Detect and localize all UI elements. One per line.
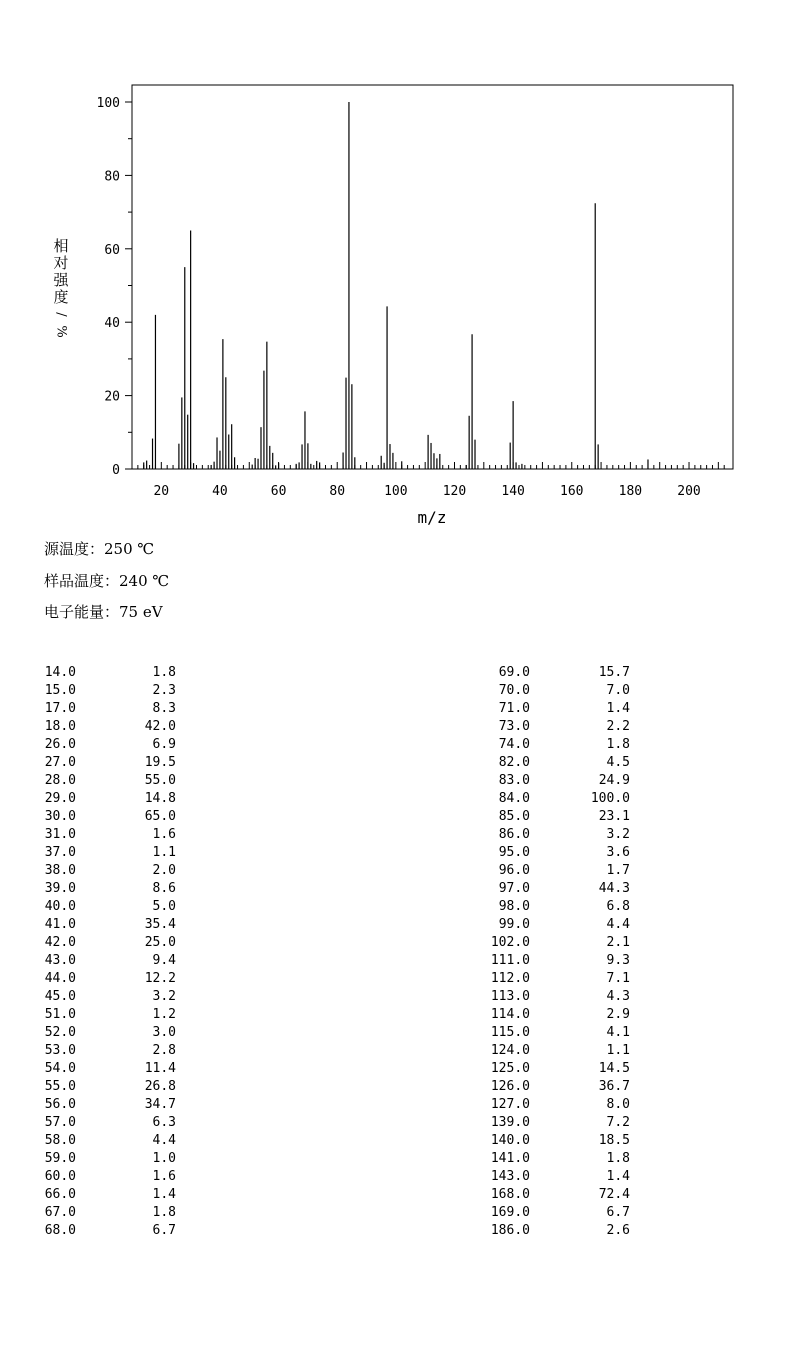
x-tick-label: 100: [384, 484, 408, 499]
table-row: [36, 700, 236, 718]
x-tick-label: 140: [501, 484, 525, 499]
intensity-value: 24.9: [598, 773, 630, 788]
mz-value: 112.0: [490, 971, 530, 986]
mz-value: 57.0: [44, 1115, 76, 1130]
table-row: [36, 970, 236, 988]
source-temperature: 源温度：250 ℃: [44, 540, 155, 558]
intensity-value: 1.4: [606, 701, 630, 716]
mz-value: 53.0: [44, 1043, 76, 1058]
intensity-value: 2.8: [152, 1043, 176, 1058]
mz-value: 45.0: [44, 989, 76, 1004]
mz-value: 74.0: [498, 737, 530, 752]
y-tick-label: 60: [104, 242, 120, 258]
table-row: [36, 1150, 236, 1168]
y-axis-label-char: 度: [53, 288, 69, 306]
intensity-value: 6.7: [152, 1223, 176, 1238]
mz-value: 169.0: [490, 1205, 530, 1220]
y-tick-label: 40: [104, 316, 120, 332]
table-row: [36, 898, 236, 916]
intensity-value: 6.8: [606, 899, 630, 914]
mz-value: 140.0: [490, 1133, 530, 1148]
intensity-value: 4.1: [606, 1025, 630, 1040]
table-row: [36, 916, 236, 934]
intensity-value: 15.7: [598, 665, 630, 680]
intensity-value: 1.4: [152, 1187, 176, 1202]
y-axis-label: [52, 238, 70, 340]
mz-value: 15.0: [44, 683, 76, 698]
intensity-value: 7.1: [606, 971, 630, 986]
intensity-value: 23.1: [598, 809, 630, 824]
intensity-value: 8.3: [152, 701, 176, 716]
mz-value: 14.0: [44, 665, 76, 680]
intensity-value: 65.0: [144, 809, 176, 824]
intensity-value: 9.3: [606, 953, 630, 968]
mz-value: 38.0: [44, 863, 76, 878]
mz-value: 73.0: [498, 719, 530, 734]
table-row: [36, 790, 236, 808]
intensity-value: 35.4: [144, 917, 176, 932]
intensity-value: 2.0: [152, 863, 176, 878]
intensity-value: 14.5: [598, 1061, 630, 1076]
table-row: [490, 1150, 690, 1168]
intensity-value: 6.3: [152, 1115, 176, 1130]
mz-value: 127.0: [490, 1097, 530, 1112]
table-row: [490, 772, 690, 790]
peak-bars: [144, 102, 648, 469]
table-row: [490, 1096, 690, 1114]
intensity-value: 12.2: [144, 971, 176, 986]
table-row: [490, 736, 690, 754]
table-row: [36, 952, 236, 970]
table-row: [36, 736, 236, 754]
mz-value: 40.0: [44, 899, 76, 914]
intensity-value: 26.8: [144, 1079, 176, 1094]
x-axis-label: m/z: [417, 508, 447, 527]
mz-value: 54.0: [44, 1061, 76, 1076]
table-row: [490, 1060, 690, 1078]
table-row: [36, 1042, 236, 1060]
table-row: [36, 718, 236, 736]
table-row: [490, 1186, 690, 1204]
y-axis-label-char: %: [53, 325, 69, 338]
intensity-value: 2.3: [152, 683, 176, 698]
table-row: [36, 1222, 236, 1240]
intensity-value: 42.0: [144, 719, 176, 734]
table-row: [36, 1006, 236, 1024]
mz-value: 69.0: [498, 665, 530, 680]
x-tick-label: 120: [442, 484, 467, 499]
mz-value: 28.0: [44, 773, 76, 788]
mz-value: 125.0: [490, 1061, 530, 1076]
mz-value: 66.0: [44, 1187, 76, 1202]
x-tick-label: 80: [329, 484, 346, 499]
table-row: [36, 664, 236, 682]
mz-value: 71.0: [498, 701, 530, 716]
table-row: [36, 1186, 236, 1204]
table-row: [490, 862, 690, 880]
table-row: [490, 1024, 690, 1042]
sample-temperature: 样品温度：240 ℃: [44, 572, 170, 590]
mz-value: 95.0: [498, 845, 530, 860]
table-row: [490, 682, 690, 700]
intensity-value: 1.8: [152, 1205, 176, 1220]
mz-value: 168.0: [490, 1187, 530, 1202]
mz-value: 67.0: [44, 1205, 76, 1220]
table-row: [490, 1168, 690, 1186]
table-row: [490, 790, 690, 808]
mz-value: 27.0: [44, 755, 76, 770]
mz-value: 102.0: [490, 935, 530, 950]
intensity-value: 5.0: [152, 899, 176, 914]
table-row: [490, 1078, 690, 1096]
mz-value: 37.0: [44, 845, 76, 860]
mz-value: 55.0: [44, 1079, 76, 1094]
mz-value: 83.0: [498, 773, 530, 788]
mz-value: 59.0: [44, 1151, 76, 1166]
table-row: [490, 1132, 690, 1150]
x-tick-label: 40: [212, 484, 228, 499]
intensity-value: 8.0: [606, 1097, 630, 1112]
mz-value: 68.0: [44, 1223, 76, 1238]
table-row: [490, 952, 690, 970]
table-row: [36, 826, 236, 844]
x-tick-label: 20: [153, 484, 170, 499]
table-row: [36, 844, 236, 862]
intensity-value: 18.5: [598, 1133, 630, 1148]
y-axis-label-char: 对: [53, 254, 69, 272]
intensity-value: 2.9: [606, 1007, 630, 1022]
mz-value: 96.0: [498, 863, 530, 878]
table-row: [490, 916, 690, 934]
mz-value: 70.0: [498, 683, 530, 698]
intensity-value: 1.8: [606, 737, 630, 752]
mass-spectrum-chart: [0, 0, 794, 540]
intensity-value: 25.0: [144, 935, 176, 950]
table-row: [490, 1006, 690, 1024]
intensity-value: 4.5: [606, 755, 630, 770]
table-row: [36, 934, 236, 952]
intensity-value: 1.7: [606, 863, 630, 878]
intensity-value: 1.8: [606, 1151, 630, 1166]
table-row: [490, 1204, 690, 1222]
table-row: [36, 1024, 236, 1042]
mz-value: 111.0: [490, 953, 530, 968]
intensity-value: 44.3: [598, 881, 630, 896]
y-axis-label-char: 相: [53, 237, 69, 255]
intensity-value: 1.8: [152, 665, 176, 680]
mz-value: 143.0: [490, 1169, 530, 1184]
y-axis-ticks: [97, 96, 132, 478]
y-tick-label: 80: [104, 169, 120, 185]
table-row: [36, 1078, 236, 1096]
mz-value: 86.0: [498, 827, 530, 842]
y-tick-label: 0: [112, 463, 120, 478]
mz-value: 186.0: [490, 1223, 530, 1238]
mz-value: 82.0: [498, 755, 530, 770]
intensity-value: 55.0: [144, 773, 176, 788]
x-tick-label: 160: [560, 484, 584, 499]
mz-value: 31.0: [44, 827, 76, 842]
table-row: [36, 682, 236, 700]
mz-value: 39.0: [44, 881, 76, 896]
intensity-value: 3.0: [152, 1025, 176, 1040]
table-row: [36, 880, 236, 898]
table-row: [490, 988, 690, 1006]
table-row: [490, 700, 690, 718]
intensity-value: 34.7: [144, 1097, 176, 1112]
y-tick-label: 100: [96, 96, 120, 111]
intensity-value: 100.0: [590, 791, 630, 806]
x-tick-label: 60: [270, 484, 287, 499]
mz-value: 115.0: [490, 1025, 530, 1040]
intensity-value: 2.6: [606, 1223, 630, 1238]
mz-value: 139.0: [490, 1115, 530, 1130]
table-row: [490, 970, 690, 988]
mz-value: 124.0: [490, 1043, 530, 1058]
intensity-value: 72.4: [598, 1187, 630, 1202]
mz-value: 60.0: [44, 1169, 76, 1184]
mz-value: 113.0: [490, 989, 530, 1004]
x-tick-label: 200: [677, 484, 701, 499]
table-row: [490, 1042, 690, 1060]
intensity-value: 3.2: [606, 827, 630, 842]
intensity-value: 7.0: [606, 683, 630, 698]
table-row: [36, 1114, 236, 1132]
intensity-value: 1.1: [606, 1043, 630, 1058]
intensity-value: 6.7: [606, 1205, 630, 1220]
intensity-value: 7.2: [606, 1115, 630, 1130]
mz-value: 85.0: [498, 809, 530, 824]
table-row: [36, 988, 236, 1006]
table-row: [36, 1060, 236, 1078]
intensity-value: 1.4: [606, 1169, 630, 1184]
mz-value: 30.0: [44, 809, 76, 824]
intensity-value: 36.7: [598, 1079, 630, 1094]
mz-value: 97.0: [498, 881, 530, 896]
intensity-value: 2.2: [606, 719, 630, 734]
mz-value: 17.0: [44, 701, 76, 716]
table-row: [490, 808, 690, 826]
intensity-value: 8.6: [152, 881, 176, 896]
intensity-value: 1.6: [152, 1169, 176, 1184]
table-row: [36, 1204, 236, 1222]
intensity-value: 19.5: [144, 755, 176, 770]
table-row: [36, 1168, 236, 1186]
intensity-value: 3.2: [152, 989, 176, 1004]
table-row: [490, 1114, 690, 1132]
mz-value: 29.0: [44, 791, 76, 806]
mz-value: 43.0: [44, 953, 76, 968]
mz-value: 99.0: [498, 917, 530, 932]
table-row: [490, 1222, 690, 1240]
mz-value: 51.0: [44, 1007, 76, 1022]
table-row: [490, 898, 690, 916]
intensity-value: 1.6: [152, 827, 176, 842]
mz-value: 18.0: [44, 719, 76, 734]
table-row: [36, 808, 236, 826]
mz-value: 98.0: [498, 899, 530, 914]
intensity-value: 14.8: [144, 791, 176, 806]
table-row: [490, 718, 690, 736]
intensity-value: 1.0: [152, 1151, 176, 1166]
mz-value: 44.0: [44, 971, 76, 986]
mz-value: 26.0: [44, 737, 76, 752]
table-row: [36, 772, 236, 790]
plot-frame: [132, 85, 733, 469]
intensity-value: 4.4: [606, 917, 630, 932]
y-axis-label-char: 强: [53, 271, 69, 289]
intensity-value: 11.4: [144, 1061, 176, 1076]
mz-value: 141.0: [490, 1151, 530, 1166]
peak-table-right: [490, 664, 690, 1240]
intensity-value: 2.1: [606, 935, 630, 950]
intensity-value: 6.9: [152, 737, 176, 752]
table-row: [490, 880, 690, 898]
table-row: [490, 934, 690, 952]
intensity-value: 9.4: [152, 953, 176, 968]
mz-value: 114.0: [490, 1007, 530, 1022]
mz-value: 126.0: [490, 1079, 530, 1094]
intensity-value: 4.4: [152, 1133, 176, 1148]
electron-energy: 电子能量：75 eV: [44, 603, 163, 621]
table-row: [36, 1096, 236, 1114]
table-row: [490, 844, 690, 862]
mz-value: 84.0: [498, 791, 530, 806]
intensity-value: 1.1: [152, 845, 176, 860]
table-row: [490, 664, 690, 682]
y-tick-label: 20: [104, 389, 120, 405]
x-tick-label: 180: [618, 484, 643, 499]
mz-value: 58.0: [44, 1133, 76, 1148]
mz-value: 56.0: [44, 1097, 76, 1112]
table-row: [490, 754, 690, 772]
table-row: [36, 862, 236, 880]
intensity-value: 1.2: [152, 1007, 176, 1022]
mz-value: 41.0: [44, 917, 76, 932]
table-row: [490, 826, 690, 844]
peak-table-left: [36, 664, 236, 1240]
y-axis-label-char: /: [53, 312, 69, 317]
intensity-value: 3.6: [606, 845, 630, 860]
mz-value: 52.0: [44, 1025, 76, 1040]
intensity-value: 4.3: [606, 989, 630, 1004]
mz-value: 42.0: [44, 935, 76, 950]
table-row: [36, 1132, 236, 1150]
table-row: [36, 754, 236, 772]
